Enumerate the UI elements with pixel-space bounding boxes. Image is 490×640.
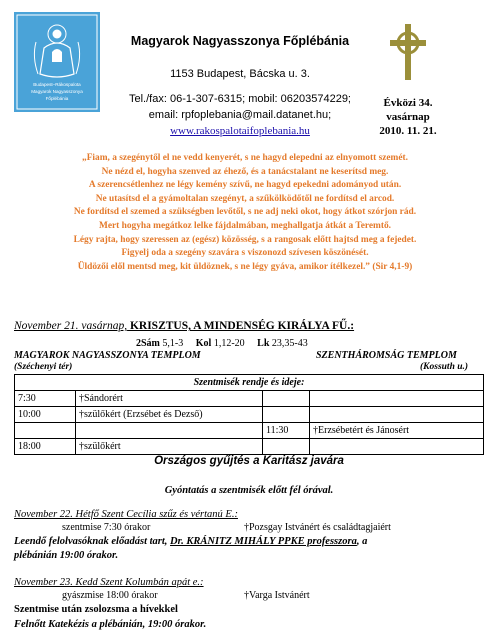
svg-text:Magyarok Nagyasszonya: Magyarok Nagyasszonya [31,89,83,94]
celtic-cross-icon [386,22,430,82]
mass-intention: †Sándorért [76,391,263,407]
note-text: Leendő felolvasóknak előadást tart, [14,536,171,547]
mass-intention [310,391,484,407]
sunday-label-line: 2010. 11. 21. [379,125,437,137]
weekday-heading: November 23. Kedd Szent Kolumbán apát e.: [14,577,204,588]
mass-intention [76,423,263,439]
mass-intention: †szülőkért (Erzsébet és Dezső) [76,407,263,423]
reading-book: Kol [195,338,212,349]
mass-time: 7:30 [15,391,76,407]
note-emphasis: Dr. KRÁNITZ MIHÁLY PPKE professzora [170,536,357,547]
quote-line: A szerencsétlenhez ne légy kemény szívű, ne hagyd epekedni adományod után. [88,180,402,191]
table-caption: Szentmisék rendje és ideje: [15,375,484,391]
readings-line [136,338,308,349]
mass-intention: †Erzsébetért és Jánosért [310,423,484,439]
reading-book: Lk [257,338,270,349]
weekday-note [14,536,367,547]
sunday-date: November 21. vasárnap, [14,320,128,332]
svg-text:Budapest–Rákospalota: Budapest–Rákospalota [33,82,81,87]
madonna-logo-icon [14,12,100,112]
weekday-heading: November 22. Hétfő Szent Cecília szűz és vértanú E.: [14,509,238,520]
church-left-title: MAGYAROK NAGYASSZONYA TEMPLOM [14,350,201,361]
weekday-note: plébánián 19:00 órakor. [14,550,119,561]
reading-book: 2Sám [136,338,160,349]
contact-email: email: rpfoplebania@mail.datanet.hu; [148,109,332,121]
mass-time [263,407,310,423]
sunday-feast: KRISZTUS, A MINDENSÉG KIRÁLYA FŰ.: [127,320,355,332]
mass-time [263,439,310,455]
quote-line: Ne fordítsd el szemed a szükségben levőtől, s ne adj neki okot, hogy átkot szórjon rád. [73,207,417,218]
church-right-title: SZENTHÁROMSÁG TEMPLOM [316,350,457,361]
website-link[interactable]: www.rakospalotaifoplebania.hu [170,125,310,137]
mass-schedule-table [14,374,484,455]
quote-line: Ne utasítsd el a gyámoltalan szegényt, a szűkölködőtől ne fordítsd el arcod. [95,193,395,204]
mass-time [15,423,76,439]
table-row [15,391,484,407]
quote-line: Légy rajta, hogy szeressen az (egész) közösség, s a rangosak előtt hajtsd meg a fejedet. [73,234,417,245]
weekday-mass: gyászmise 18:00 órakor [62,590,158,601]
sunday-label-line: Évközi 34. [383,97,433,109]
quote-line: „Fiam, a szegénytől el ne vedd kenyerét, s ne hagyd elepedni az elnyomott szemét. [82,153,408,163]
collection-notice: Országos gyűjtés a Karitász javára [154,455,344,467]
weekday-intention: †Pozsgay Istvánért és családtagjaiért [244,522,391,533]
table-row [15,439,484,455]
church-right-location: (Kossuth u.) [420,362,469,372]
table-row [15,423,484,439]
mass-time: 10:00 [15,407,76,423]
mass-time: 18:00 [15,439,76,455]
quote-line: Üldözői elől mentsd meg, kit üldöznek, s ne légy gyáva, amikor ítélkezel.” (Sir 4,1-9) [77,261,413,272]
table-row [15,407,484,423]
mass-intention [310,439,484,455]
reading-ref: 1,12-20 [213,338,245,349]
church-left-location: (Széchenyi tér) [14,362,73,372]
sunday-label-line: vasárnap [386,111,430,123]
weekday-mass: szentmise 7:30 órakor [62,522,151,533]
svg-text:Főplébánia: Főplébánia [45,96,69,101]
parish-name: Magyarok Nagyasszonya Főplébánia [130,34,350,48]
quote-line: Ne nézd el, hogyha szenved az éhező, és a tanácstalant ne keserítsd meg. [101,166,389,177]
mass-intention [310,407,484,423]
reading-ref: 5,1-3 [162,338,184,349]
weekday-note: Szentmise után zsolozsma a hívekkel [14,604,178,615]
weekday-note: Felnőtt Katekézis a plébánián, 19:00 órakor. [14,619,207,630]
mass-intention: †szülőkért [76,439,263,455]
quote-line: Mert hogyha megátkoz lelke fájdalmában, meghallgatja átkát a Teremtő. [99,220,391,231]
liturgical-date-label [372,96,444,138]
parish-address: 1153 Budapest, Bácska u. 3. [170,68,310,80]
parish-logo [14,12,100,112]
note-text: , a [356,536,368,547]
mass-time: 11:30 [263,423,310,439]
mass-time [263,391,310,407]
quote-line: Figyelj oda a szegény szavára s viszonozd szívesen köszönését. [121,248,369,259]
confession-notice: Gyóntatás a szentmisék előtt fél órával. [164,485,334,496]
reading-ref: 23,35-43 [271,338,308,349]
contact-phone: Tel./fax: 06-1-307-6315; mobil: 06203574229; [129,93,351,105]
scripture-quote [8,152,482,274]
weekday-intention: †Varga Istvánért [244,590,310,601]
sunday-heading [14,320,414,332]
